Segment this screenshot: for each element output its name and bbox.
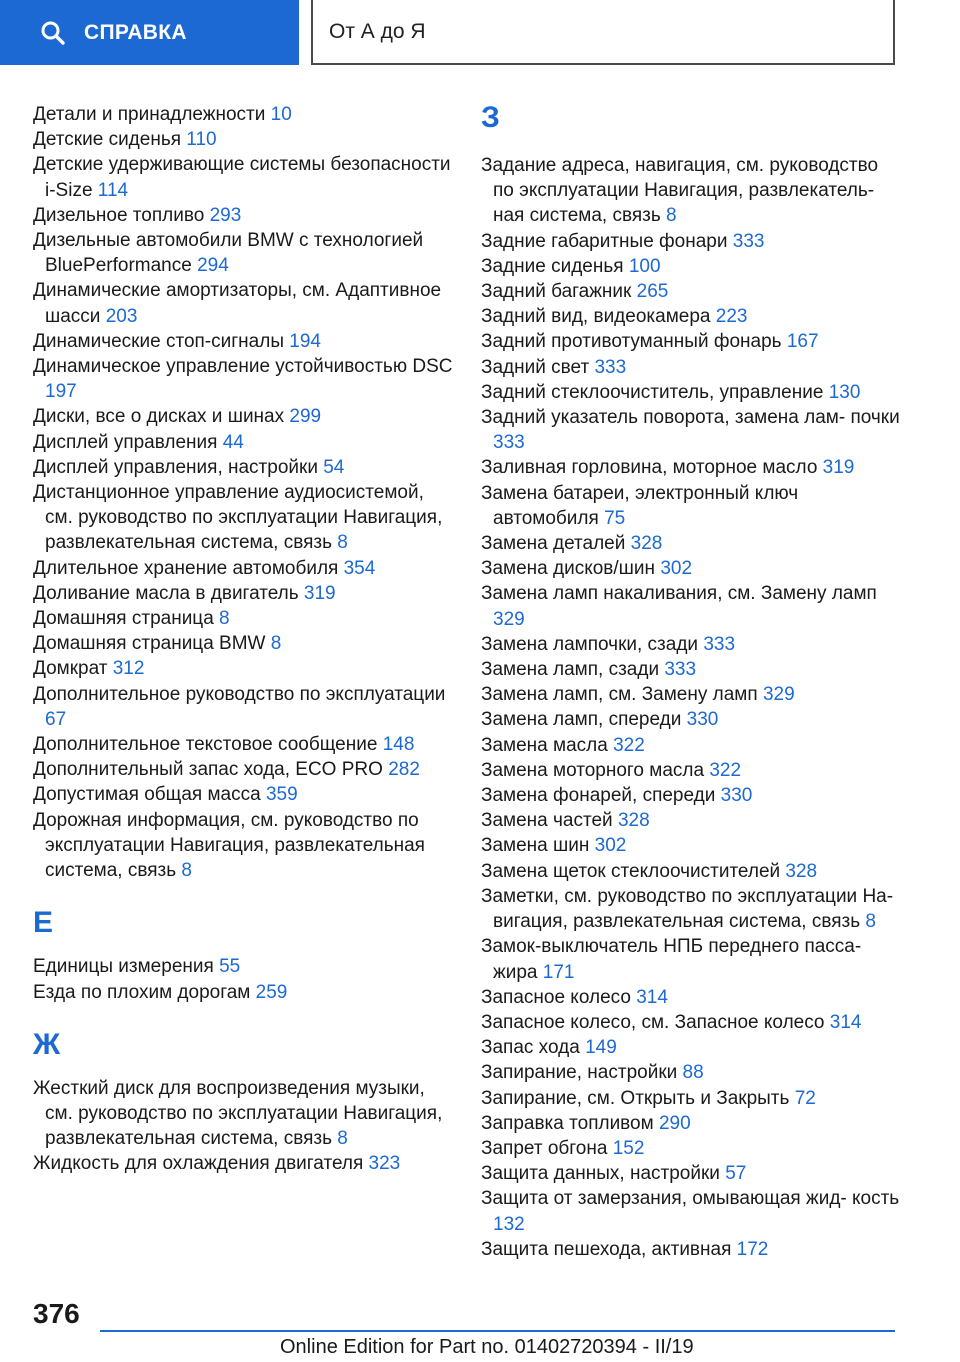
index-entry (481, 1186, 901, 1236)
index-entry (481, 229, 901, 254)
index-entry-page-link[interactable]: 57 (725, 1163, 747, 1185)
index-entry (33, 1076, 453, 1152)
index-entry (481, 355, 901, 380)
index-entry (481, 1237, 901, 1262)
index-entry-page-link[interactable]: 329 (762, 684, 795, 706)
tab-a-to-z[interactable] (311, 0, 895, 65)
index-entry-text: Дизельные автомобили BMW с технологией BluePerformance (33, 230, 424, 277)
index-entry-page-link[interactable]: 330 (686, 709, 719, 731)
index-entry-text: Замена фонарей, спереди (481, 785, 716, 807)
index-entry-page-link[interactable]: 8 (337, 532, 348, 554)
index-entry-page-link[interactable]: 333 (664, 659, 697, 681)
index-column-left (33, 102, 453, 1177)
index-entry-text: Замена ламп, спереди (481, 709, 682, 731)
index-entry-page-link[interactable]: 8 (270, 633, 282, 655)
index-entry-text: Динамические стоп-сигналы (33, 330, 284, 352)
index-entry-page-link[interactable]: 8 (666, 205, 677, 227)
index-entry-text: Запас хода (481, 1037, 580, 1059)
footer-divider (100, 1330, 895, 1332)
index-entry-page-link[interactable]: 319 (822, 457, 855, 479)
index-entry-page-link[interactable]: 294 (197, 255, 229, 277)
index-entry (481, 783, 901, 808)
index-entry-text: Дополнительное текстовое сообщение (33, 734, 378, 756)
index-entry-text: Замена дисков/шин (481, 558, 656, 580)
index-entry (33, 631, 453, 656)
index-entry (481, 279, 901, 304)
index-entry-page-link[interactable]: 152 (612, 1137, 645, 1159)
index-entry (33, 278, 453, 328)
section-letter-z: З (481, 101, 500, 134)
index-entry-text: Детали и принадлежности (33, 104, 266, 125)
index-entry-page-link[interactable]: 293 (209, 204, 242, 226)
index-entry-page-link[interactable]: 167 (786, 331, 819, 353)
index-entry (481, 1161, 901, 1186)
section-letter-e: Е (33, 906, 54, 940)
index-entry (481, 405, 901, 455)
index-entry (33, 127, 453, 152)
index-entry-page-link[interactable]: 333 (732, 230, 765, 252)
index-entry (481, 304, 901, 329)
index-entry-text: Динамические амортизаторы, см. Адаптивное шасси (33, 280, 442, 327)
index-group-z (481, 153, 901, 1262)
index-entry-text: Езда по плохим дорогам (33, 981, 251, 1003)
index-entry (481, 254, 901, 279)
index-entry-text: Дисплей управления, настройки (33, 456, 318, 478)
index-entry-text: Домашняя страница BMW (33, 633, 266, 655)
index-entry-page-link[interactable]: 8 (181, 860, 192, 882)
index-entry-text: Задние сиденья (481, 255, 624, 277)
index-entry (481, 1136, 901, 1161)
index-entry-page-link[interactable]: 314 (829, 1011, 862, 1033)
index-entry-text: Доливание масла в двигатель (33, 582, 299, 604)
index-entry (33, 102, 453, 127)
index-entry (33, 329, 453, 354)
index-entry-page-link[interactable]: 330 (720, 785, 753, 807)
index-entry-page-link[interactable]: 132 (493, 1213, 525, 1235)
index-entry-page-link[interactable]: 75 (604, 507, 626, 529)
index-entry-text: Диски, все о дисках и шинах (33, 406, 285, 428)
index-entry-text: Задние габаритные фонари (481, 230, 728, 252)
index-entry-text: Замена деталей (481, 533, 626, 555)
index-entry-text: Заливная горловина, моторное масло (481, 457, 818, 479)
index-entry-text: Дизельное топливо (33, 204, 205, 226)
index-entry (481, 808, 901, 833)
index-entry (33, 782, 453, 807)
index-entry-page-link[interactable]: 72 (794, 1087, 816, 1109)
index-entry-text: Заправка топливом (481, 1112, 654, 1134)
index-entry-page-link[interactable]: 290 (658, 1112, 691, 1134)
index-entry (33, 152, 453, 202)
index-entry-text: Замена лампочки, сзади (481, 633, 699, 655)
index-entry-text: Дополнительное руководство по эксплуатации (33, 683, 446, 705)
index-entry-page-link[interactable]: 333 (594, 356, 627, 378)
index-entry-page-link[interactable]: 223 (715, 306, 748, 328)
index-entry (33, 581, 453, 606)
index-entry-text: Жидкость для охлаждения двигателя (33, 1153, 364, 1175)
index-entry-text: Замена щеток стеклоочистителей (481, 860, 781, 882)
index-entry-page-link[interactable]: 194 (289, 330, 321, 352)
index-entry (33, 228, 453, 278)
index-entry-page-link[interactable]: 333 (703, 633, 736, 655)
index-entry-page-link[interactable]: 197 (45, 381, 77, 403)
index-entry-page-link[interactable]: 54 (323, 456, 345, 478)
index-entry-page-link[interactable]: 203 (105, 305, 138, 327)
index-entry (33, 980, 453, 1005)
index-entry-page-link[interactable]: 10 (270, 104, 292, 125)
index-entry-text: Детские сиденья (33, 129, 182, 151)
index-entry (33, 808, 453, 884)
tab-help[interactable] (0, 0, 299, 65)
index-entry (33, 757, 453, 782)
index-entry-page-link[interactable]: 322 (613, 734, 645, 756)
index-entry-text: Заметки, см. руководство по эксплуатации На- вигация, развлекательная система, связь (481, 885, 894, 933)
index-entry (33, 203, 453, 228)
index-entry-text: Дорожная информация, см. руководство по эксплуатации Навигация, развлекательная система, связь (33, 809, 425, 882)
index-entry-page-link[interactable]: 302 (594, 835, 627, 857)
index-entry (481, 153, 901, 229)
index-entry-text: Единицы измерения (33, 956, 214, 978)
index-entry-text: Задний свет (481, 356, 590, 378)
index-entry (481, 733, 901, 758)
index-entry-text: Защита пешехода, активная (481, 1238, 732, 1260)
index-entry (481, 1060, 901, 1085)
index-entry-text: Запасное колесо (481, 986, 631, 1008)
index-entry (481, 380, 901, 405)
index-entry-text: Задний багажник (481, 281, 632, 303)
index-entry-page-link[interactable]: 8 (337, 1128, 348, 1150)
index-entry-text: Домкрат (33, 658, 108, 680)
search-icon (40, 20, 66, 46)
index-entry (481, 1086, 901, 1111)
index-entry-text: Запрет обгона (481, 1137, 608, 1159)
index-entry-page-link[interactable]: 67 (45, 708, 67, 730)
index-entry-page-link[interactable]: 114 (97, 179, 129, 201)
index-entry-page-link[interactable]: 282 (388, 759, 420, 781)
index-entry-text: Запирание, см. Открыть и Закрыть (481, 1087, 790, 1109)
index-entry (33, 682, 453, 732)
index-entry-text: Замена шин (481, 835, 590, 857)
index-entry (33, 732, 453, 757)
index-entry-page-link[interactable]: 299 (289, 406, 322, 428)
index-entry (481, 632, 901, 657)
index-entry-text: Замена масла (481, 734, 608, 756)
index-entry-page-link[interactable]: 323 (368, 1153, 401, 1175)
index-entry (481, 455, 901, 480)
index-entry-page-link[interactable]: 359 (265, 784, 298, 806)
index-entry-text: Замена батареи, электронный ключ автомобиля (481, 482, 799, 529)
index-entry-page-link[interactable]: 8 (219, 608, 230, 630)
index-entry (481, 657, 901, 682)
index-entry-text: Динамическое управление устойчивостью DSC (33, 356, 453, 378)
index-entry-page-link[interactable]: 110 (186, 129, 217, 151)
index-entry-text: Задний указатель поворота, замена лам- почки (481, 407, 900, 429)
index-entry-page-link[interactable]: 259 (255, 981, 288, 1003)
tab-a-to-z-label: От А до Я (329, 19, 426, 43)
index-entry-page-link[interactable]: 44 (222, 431, 244, 453)
section-letter-zh: Ж (33, 1027, 61, 1061)
index-entry-text: Допустимая общая масса (33, 784, 261, 806)
index-entry-text: Длительное хранение автомобиля (33, 557, 339, 579)
index-entry-page-link[interactable]: 319 (303, 582, 336, 604)
index-entry-text: Задний стеклоочиститель, управление (481, 381, 824, 403)
index-entry-text: Защита от замерзания, омывающая жид- кость (481, 1188, 900, 1210)
index-entry-text: Дополнительный запас хода, ECO PRO (33, 759, 383, 781)
index-entry (33, 954, 453, 979)
index-column-right (481, 100, 901, 1262)
index-entry (481, 329, 901, 354)
index-entry-text: Запирание, настройки (481, 1062, 678, 1084)
index-entry (481, 1111, 901, 1136)
index-entry-page-link[interactable]: 312 (112, 658, 145, 680)
index-entry-text: Жесткий диск для воспроизведения музыки, см. руководство по эксплуатации Навигация, развлекательная система, связь (33, 1077, 443, 1150)
index-entry (481, 1010, 901, 1035)
index-entry (481, 884, 901, 934)
index-entry-page-link[interactable]: 55 (219, 956, 241, 978)
index-entry-page-link[interactable]: 333 (493, 432, 525, 454)
index-entry-text: Задний вид, видеокамера (481, 306, 711, 328)
index-entry-text: Дистанционное управление аудиосистемой, см. руководство по эксплуатации Навигация, развлекательная система, связь (33, 482, 443, 554)
index-entry (481, 758, 901, 783)
index-entry (33, 455, 453, 480)
index-entry-page-link[interactable]: 172 (736, 1238, 769, 1260)
index-entry (481, 934, 901, 984)
index-entry-text: Дисплей управления (33, 431, 218, 453)
index-entry-page-link[interactable]: 354 (343, 557, 376, 579)
index-entry (481, 985, 901, 1010)
index-entry (481, 581, 901, 631)
index-entry-page-link[interactable]: 314 (636, 986, 668, 1008)
index-group-d (33, 102, 453, 883)
index-entry-page-link[interactable]: 328 (630, 533, 663, 555)
index-entry (481, 556, 901, 581)
index-entry (481, 859, 901, 884)
index-entry-page-link[interactable]: 265 (636, 281, 669, 303)
index-entry-page-link[interactable]: 149 (585, 1037, 617, 1059)
index-entry (481, 1035, 901, 1060)
index-entry (33, 556, 453, 581)
index-entry (481, 833, 901, 858)
index-group-e (33, 954, 453, 1004)
index-entry-text: Замена ламп накаливания, см. Замену ламп (481, 583, 877, 605)
index-entry (481, 531, 901, 556)
index-entry-page-link[interactable]: 171 (542, 961, 575, 983)
index-entry (481, 481, 901, 531)
index-entry-page-link[interactable]: 328 (617, 810, 650, 832)
page-number: 376 (33, 1298, 80, 1329)
tab-help-label: СПРАВКА (84, 20, 187, 44)
index-entry-page-link[interactable]: 8 (865, 911, 876, 933)
index-entry-text: Запасное колесо, см. Запасное колесо (481, 1011, 825, 1033)
index-entry-page-link[interactable]: 302 (660, 558, 693, 580)
index-entry-page-link[interactable]: 322 (709, 759, 742, 781)
index-entry-text: Замена моторного масла (481, 759, 705, 781)
index-entry-text: Домашняя страница (33, 608, 214, 630)
index-entry-text: Задний противотуманный фонарь (481, 331, 782, 353)
index-entry-text: Замок-выключатель НПБ переднего пасса- жира (481, 936, 862, 983)
index-entry (33, 354, 453, 404)
index-entry-text: Защита данных, настройки (481, 1163, 720, 1185)
index-entry-text: Замена ламп, см. Замену ламп (481, 684, 758, 706)
index-entry-page-link[interactable]: 328 (785, 860, 818, 882)
index-entry (481, 707, 901, 732)
index-entry-page-link[interactable]: 88 (682, 1062, 704, 1084)
index-entry (33, 430, 453, 455)
index-entry (33, 404, 453, 429)
index-entry (33, 480, 453, 556)
index-entry-text: Детские удерживающие системы безопасности i-Size (33, 154, 451, 201)
index-entry-text: Задание адреса, навигация, см. руководство по эксплуатации Навигация, развлекатель- ная система, связь (481, 155, 879, 227)
index-entry (33, 656, 453, 681)
index-entry-page-link[interactable]: 148 (382, 734, 415, 756)
footer-edition-text: Online Edition for Part no. 01402720394 - II/19 (280, 1336, 694, 1358)
index-group-zh (33, 1076, 453, 1177)
index-entry (33, 1151, 453, 1176)
index-entry (481, 682, 901, 707)
index-entry (33, 606, 453, 631)
index-entry-page-link[interactable]: 329 (493, 608, 525, 630)
index-entry-page-link[interactable]: 100 (628, 255, 661, 277)
index-entry-text: Замена частей (481, 810, 613, 832)
index-entry-page-link[interactable]: 130 (828, 381, 861, 403)
index-entry-text: Замена ламп, сзади (481, 659, 660, 681)
